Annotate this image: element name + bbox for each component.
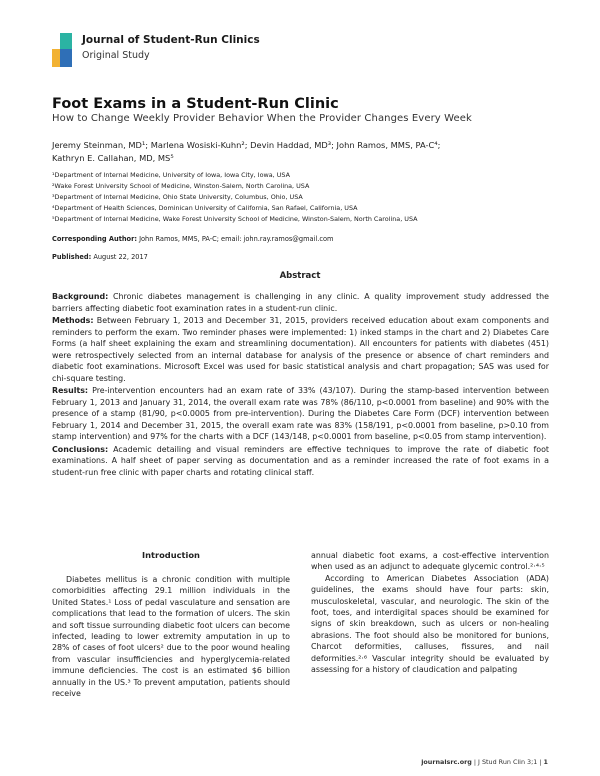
footer-site: journalsrc.org (421, 758, 472, 766)
affiliation: ³Department of Internal Medicine, Ohio State University, Columbus, Ohio, USA (52, 193, 303, 201)
article-type: Original Study (82, 50, 150, 61)
page-footer (421, 758, 548, 766)
background-label: Background: (52, 292, 109, 301)
author-list (52, 139, 552, 165)
abstract-body (52, 291, 549, 479)
conclusions-text: Academic detailing and visual reminders are effective techniques to improve the rate of diabetic foot examinations. A half sheet of paper serving as documentation and as a reminder increased the rate of foot exams in a student-run free clinic with paper charts and rotating clinical staff. (52, 444, 549, 477)
abstract-background (52, 291, 549, 314)
abstract-heading: Abstract (279, 271, 321, 281)
left-column (52, 574, 290, 699)
journal-name: Journal of Student-Run Clinics (82, 34, 260, 46)
left-paragraph: Diabetes mellitus is a chronic condition with multiple comorbidities affecting 29.1 million individuals in the United States.¹ Loss of pedal vasculature and sensation are complications that lead to the formation of ulcers. The skin and soft tissue surrounding diabetic foot ulcers can become infected, leading to lower extremity amputation in up to 28% of cases of foot ulcers² due to the poor wound healing from vascular insufficiencies and hyperglycemia-related immune deficiencies. The cost is an estimated $6 billion annually in the US.³ To prevent amputation, patients should receive (52, 575, 290, 699)
corresponding-author (52, 235, 333, 243)
abstract-conclusions (52, 444, 549, 479)
corresponding-text: John Ramos, MMS, PA-C; email: john.ray.ramos@gmail.com (136, 235, 334, 243)
published-text: August 22, 2017 (91, 253, 148, 261)
abstract-methods (52, 315, 549, 384)
affiliation: ²Wake Forest University School of Medicine, Winston-Salem, North Carolina, USA (52, 182, 310, 190)
authors-line-2: Kathryn E. Callahan, MD, MS⁵ (52, 153, 174, 163)
page-number: 1 (543, 758, 548, 766)
published-label: Published: (52, 253, 92, 261)
methods-label: Methods: (52, 316, 94, 325)
article-subtitle: How to Change Weekly Provider Behavior When the Provider Changes Every Week (52, 113, 472, 124)
affiliation: ¹Department of Internal Medicine, University of Iowa, Iowa City, Iowa, USA (52, 171, 290, 179)
right-column (311, 550, 549, 675)
journal-logo (52, 33, 72, 67)
affiliations (52, 170, 552, 225)
affiliation: ⁵Department of Internal Medicine, Wake Forest University School of Medicine, Winston-Salem, North Carolina, USA (52, 215, 418, 223)
results-text: Pre-intervention encounters had an exam rate of 33% (43/107). During the stamp-based intervention between February 1, 2013 and January 31, 2014, the overall exam rate was 78% (86/110, p<0.0001 from baseline) and 90% with the presence of a stamp (81/90, p<0.0005 from pre-intervention). During the Diabetes Care Form (DCF) intervention between February 1, 2014 and December 31, 2015, the overall exam rate was 83% (158/191, p<0.0001 from baseline, p>0.10 from stamp intervention) and 97% for the charts with a DCF (143/148, p<0.0001 from baseline, p<0.05 from stamp intervention). (52, 386, 549, 441)
abstract-results (52, 385, 549, 443)
introduction-heading: Introduction (142, 550, 200, 560)
methods-text: Between February 1, 2013 and December 31, 2015, providers received education about exam components and reminders to perform the exam. Two reminder phases were implemented: 1) inked stamps in the chart and 2) Diabetes Care Forms (a half sheet explaining the exam and streamlining documentation). All encounters for patients with diabetes (451) were retrospectively selected from an internal database for analysis of the presence or absence of chart reminders and diabetic foot examinations. Microsoft Excel was used for basic statistical analysis and chart propagation; SAS was used for chi-square testing. (52, 316, 549, 383)
published-date (52, 253, 148, 261)
conclusions-label: Conclusions: (52, 444, 109, 454)
corresponding-label: Corresponding Author: (52, 235, 137, 243)
results-label: Results: (52, 386, 89, 395)
footer-citation: | J Stud Run Clin 3;1 | (471, 758, 544, 766)
background-text: Chronic diabetes management is challenging in any clinic. A quality improvement study addressed the barriers affecting diabetic foot examination rates in a student-run clinic. (52, 292, 549, 313)
authors-line-1: Jeremy Steinman, MD¹; Marlena Wosiski-Kuhn²; Devin Haddad, MD³; John Ramos, MMS, PA-C⁴; (52, 140, 441, 150)
affiliation: ⁴Department of Health Sciences, Dominican University of California, San Rafael, California, USA (52, 204, 358, 212)
right-paragraph-2: According to American Diabetes Association (ADA) guidelines, the exams should have four parts: skin, musculoskeletal, vascular, and neurologic. The skin of the foot, toes, and interdigital spaces should be examined for signs of skin breakdown, such as ulcers or non-healing abrasions. The foot should also be monitored for bunions, Charcot deformities, calluses, fissures, and nail deformities.²·⁶ Vascular integrity should be evaluated by assessing for a history of claudication and palpating (311, 573, 549, 675)
right-paragraph-1: annual diabetic foot exams, a cost-effective intervention when used as an adjunct to adequate glycemic control.²·⁴·⁵ (311, 551, 549, 572)
article-title: Foot Exams in a Student-Run Clinic (52, 96, 339, 112)
